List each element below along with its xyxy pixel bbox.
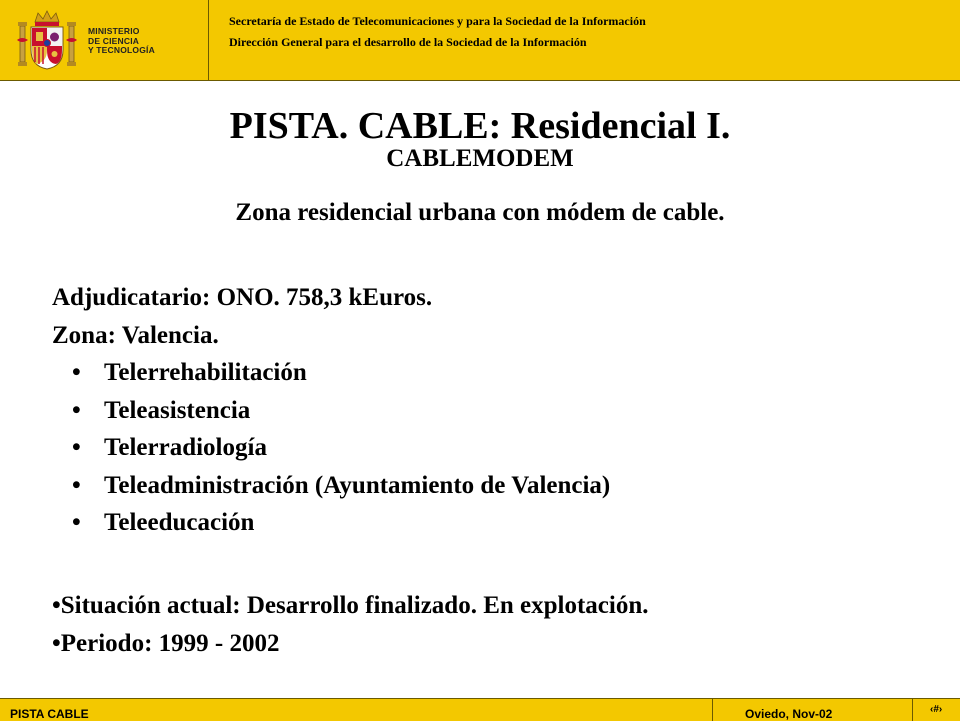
- header-text: [229, 11, 646, 53]
- bullet-icon: •: [72, 434, 81, 461]
- bullet-icon: •: [72, 396, 81, 424]
- situacion-line: •Situación actual: Desarrollo finalizado. En explotación.: [52, 592, 649, 619]
- list-item: [52, 392, 610, 430]
- list-item: [52, 467, 610, 505]
- coat-of-arms-icon: [16, 10, 78, 70]
- header-band: [0, 0, 960, 81]
- service-label: Teleasistencia: [104, 396, 251, 424]
- service-label: Telerrehabilitación: [104, 359, 307, 386]
- logo-text: [88, 27, 155, 56]
- footer-divider: [912, 699, 913, 721]
- header-line-2: Dirección General para el desarrollo de la Sociedad de la Información: [229, 35, 587, 49]
- slide-title: PISTA. CABLE: Residencial I.: [229, 105, 731, 147]
- footer-location-date: Oviedo, Nov-02: [745, 707, 833, 721]
- ministry-logo: [0, 0, 209, 80]
- bullet-icon: •: [72, 359, 81, 386]
- zona-residencial-line: Zona residencial urbana con módem de cable.: [235, 199, 725, 226]
- service-label: Teleeducación: [104, 509, 255, 536]
- list-item: [52, 354, 610, 392]
- status-info: [52, 587, 649, 662]
- list-item: [52, 429, 610, 467]
- footer-left-text: PISTA CABLE: [10, 707, 89, 721]
- header-line-1: Secretaría de Estado de Telecomunicaciones y para la Sociedad de la Información: [229, 14, 646, 28]
- slide-number: ‹#›: [930, 704, 943, 715]
- slide-subtitle: CABLEMODEM: [386, 145, 574, 172]
- bullet-icon: •: [72, 509, 81, 536]
- list-item: [52, 504, 610, 542]
- periodo-line: •Periodo: 1999 - 2002: [52, 629, 280, 657]
- footer-band: [0, 698, 960, 721]
- bullet-icon: •: [72, 471, 81, 499]
- adjudicatario-line: Adjudicatario: ONO. 758,3 kEuros.: [52, 284, 433, 311]
- contract-info: [52, 279, 432, 354]
- logo-line-2: DE CIENCIA: [88, 35, 140, 46]
- zona-line: Zona: Valencia.: [52, 321, 219, 349]
- logo-line-1: MINISTERIO: [88, 26, 140, 36]
- service-label: Teleadministración (Ayuntamiento de Valencia): [104, 471, 611, 499]
- service-label: Telerradiología: [104, 434, 267, 461]
- logo-line-3: Y TECNOLOGÍA: [88, 45, 155, 55]
- services-list: [52, 354, 610, 542]
- footer-divider: [712, 699, 713, 721]
